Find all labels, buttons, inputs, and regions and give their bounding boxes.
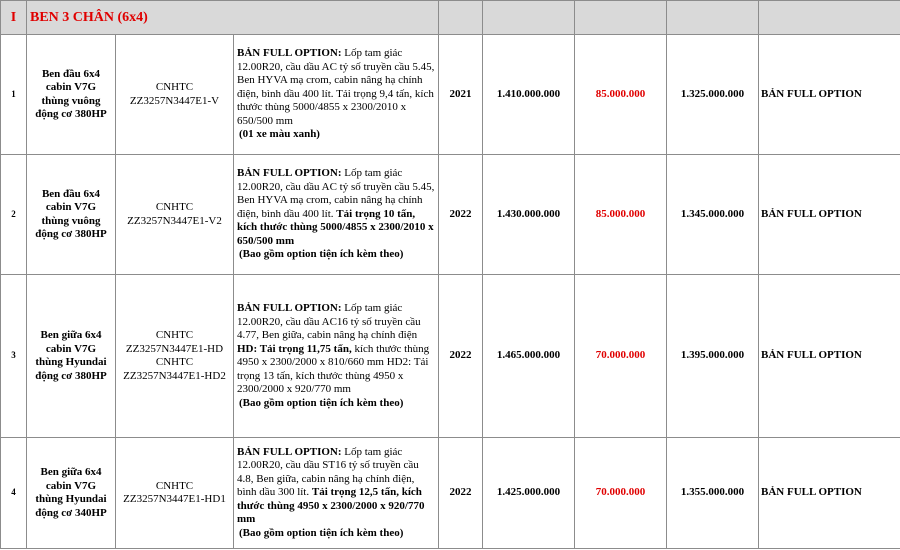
vehicle-name: Ben đầu 6x4 cabin V7G thùng vuông động cơ 380HP: [27, 155, 116, 275]
vehicle-description: BẢN FULL OPTION: Lốp tam giác 12.00R20, cầu dầu AC tỷ số truyền cầu 5.45, Ben HYVA mạ crom, cabin nâng hạ chính điện, bình dầu 400 lít. Tải trọng 9,4 tấn, kích thước thùng 5000/4855 x 2300/2010 x 650/500 mm (01 xe màu xanh): [234, 35, 439, 155]
section-title: BEN 3 CHÂN (6x4): [27, 1, 439, 35]
vehicle-name: Ben giữa 6x4 cabin V7G thùng Hyundai động cơ 340HP: [27, 438, 116, 549]
version-label: BẢN FULL OPTION: [759, 155, 900, 275]
list-price: 1.425.000.000: [483, 438, 575, 549]
section-blank-cell: [759, 1, 900, 35]
model-code: CNHTC ZZ3257N3447E1-V: [116, 35, 234, 155]
section-blank-cell: [575, 1, 667, 35]
section-blank-cell: [667, 1, 759, 35]
row-number: 4: [1, 438, 27, 549]
vehicle-name: Ben đầu 6x4 cabin V7G thùng vuông động cơ 380HP: [27, 35, 116, 155]
list-price: 1.410.000.000: [483, 35, 575, 155]
row-number: 1: [1, 35, 27, 155]
model-year: 2022: [439, 155, 483, 275]
discount: 70.000.000: [575, 275, 667, 438]
description-note: (Bao gồm option tiện ích kèm theo): [239, 396, 404, 409]
model-code: CNHTC ZZ3257N3447E1-HD1: [116, 438, 234, 549]
vehicle-description: BẢN FULL OPTION: Lốp tam giác 12.00R20, cầu dầu AC tỷ số truyền cầu 5.45, Ben HYVA mạ crom, cabin nâng hạ chính điện, bình dầu 400 lít. Tải trọng 10 tấn, kích thước thùng 5000/4855 x 2300/2010 x 650/500 mm (Bao gồm option tiện ích kèm theo): [234, 155, 439, 275]
vehicle-description: BẢN FULL OPTION: Lốp tam giác 12.00R20, cầu dầu ST16 tỷ số truyền cầu 4.8, Ben giữa, cabin nâng hạ chính điện, bình dầu 300 lít. Tải trọng 12,5 tấn, kích thước thùng 4950 x 2300/2000 x 920/770 mm (Bao gồm option tiện ích kèm theo): [234, 438, 439, 549]
row-number: 3: [1, 275, 27, 438]
final-price: 1.345.000.000: [667, 155, 759, 275]
model-year: 2022: [439, 438, 483, 549]
table-row: [1, 438, 900, 549]
section-blank-cell: [439, 1, 483, 35]
final-price: 1.395.000.000: [667, 275, 759, 438]
version-label: BẢN FULL OPTION: [759, 35, 900, 155]
model-year: 2022: [439, 275, 483, 438]
discount: 85.000.000: [575, 155, 667, 275]
discount: 70.000.000: [575, 438, 667, 549]
list-price: 1.465.000.000: [483, 275, 575, 438]
table-row: [1, 35, 900, 155]
description-note: (01 xe màu xanh): [239, 128, 320, 141]
section-header-row: [1, 1, 900, 35]
version-label: BẢN FULL OPTION: [759, 438, 900, 549]
vehicle-name: Ben giữa 6x4 cabin V7G thùng Hyundai động cơ 380HP: [27, 275, 116, 438]
vehicle-description: BẢN FULL OPTION: Lốp tam giác 12.00R20, cầu dầu AC16 tỷ số truyền cầu 4.77, Ben giữa, cabin nâng hạ chính điện HD: Tải trọng 11,75 tấn, kích thước thùng 4950 x 2300/2000 x 810/660 mm HD2: Tải trọng 13 tấn, kích thước thùng 4950 x 2300/2000 x 920/770 mm (Bao gồm option tiện ích kèm theo): [234, 275, 439, 438]
discount: 85.000.000: [575, 35, 667, 155]
version-label: BẢN FULL OPTION: [759, 275, 900, 438]
section-blank-cell: [483, 1, 575, 35]
model-code: CNHTC ZZ3257N3447E1-V2: [116, 155, 234, 275]
model-code: CNHTC ZZ3257N3447E1-HD CNHTC ZZ3257N3447E1-HD2: [116, 275, 234, 438]
list-price: 1.430.000.000: [483, 155, 575, 275]
final-price: 1.355.000.000: [667, 438, 759, 549]
description-note: (Bao gồm option tiện ích kèm theo): [239, 248, 404, 261]
table-row: [1, 155, 900, 275]
row-number: 2: [1, 155, 27, 275]
table-row: [1, 275, 900, 438]
model-year: 2021: [439, 35, 483, 155]
final-price: 1.325.000.000: [667, 35, 759, 155]
description-note: (Bao gồm option tiện ích kèm theo): [239, 526, 404, 539]
section-number: I: [1, 1, 27, 35]
